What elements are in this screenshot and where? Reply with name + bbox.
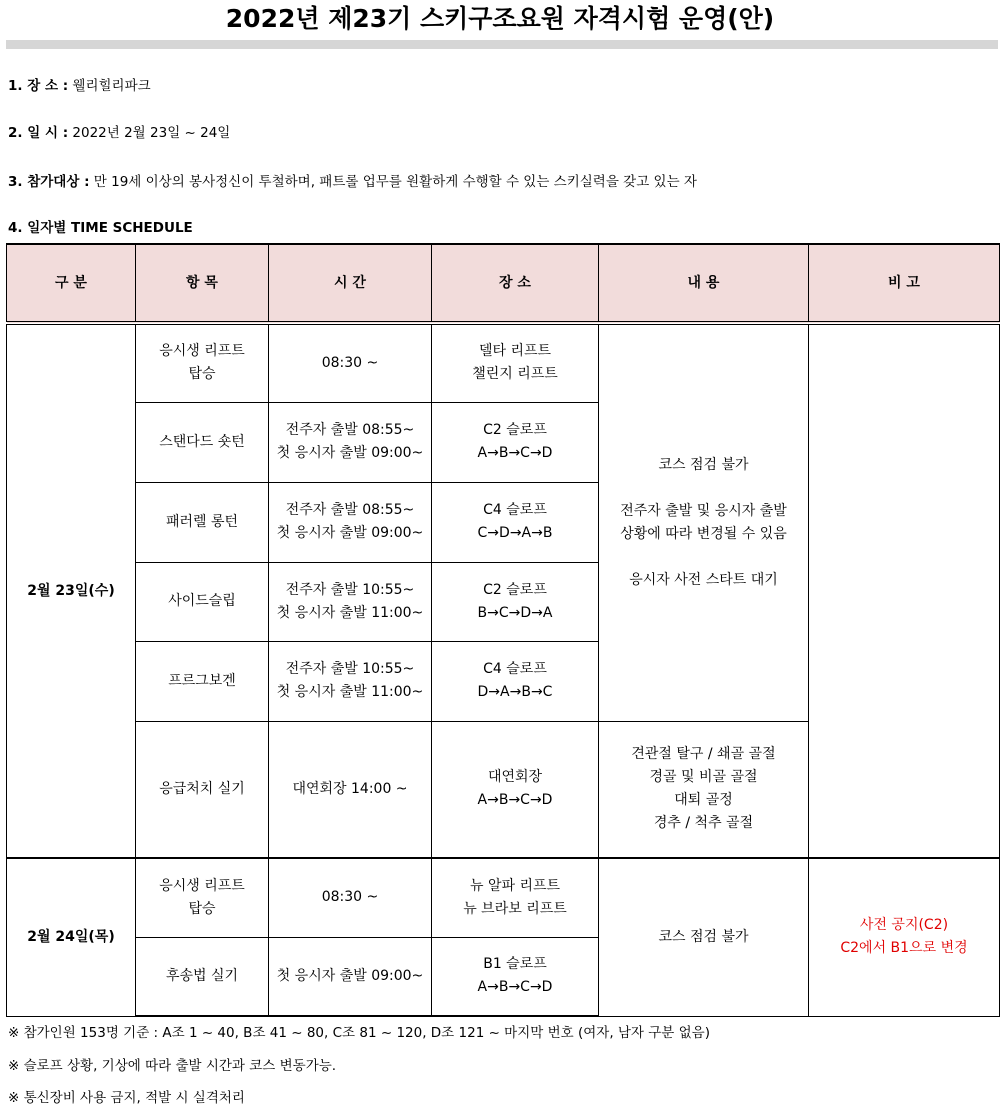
cell-line: C2에서 B1으로 변경 bbox=[840, 940, 968, 957]
cell-spacer bbox=[601, 477, 806, 500]
cell-line: C2 슬로프 bbox=[483, 581, 547, 598]
cell-line: 뉴 알파 리프트 bbox=[469, 877, 561, 894]
cell-line: A→B→C→D bbox=[477, 792, 553, 809]
cell-line: A→B→C→D bbox=[477, 445, 553, 461]
schedule-table bbox=[6, 243, 1000, 1017]
cell-line: 08:30 ~ bbox=[321, 354, 379, 371]
title-divider bbox=[6, 40, 998, 49]
place-cell bbox=[432, 562, 599, 641]
day-cell: 2월 24일(목) bbox=[7, 858, 136, 1016]
cell-spacer bbox=[601, 546, 806, 569]
place-cell bbox=[432, 323, 599, 402]
cell-line: 챌린지 리프트 bbox=[472, 366, 558, 383]
place-cell bbox=[432, 937, 599, 1016]
item-cell: 스탠다드 숏턴 bbox=[136, 402, 269, 482]
info-date bbox=[8, 124, 230, 142]
cell-line: 탑승 bbox=[188, 366, 216, 383]
cell-line: 첫 응시자 출발 09:00~ bbox=[276, 445, 424, 461]
section-heading: 4. 일자별 TIME SCHEDULE bbox=[8, 220, 193, 236]
time-cell: 첫 응시자 출발 09:00~ bbox=[269, 937, 432, 1016]
cell-line: 전주자 출발 및 응시자 출발 bbox=[620, 502, 787, 519]
cell-line: 코스 점검 불가 bbox=[658, 456, 749, 473]
time-cell bbox=[269, 402, 432, 482]
info-label: 3. 참가대상 : bbox=[8, 174, 90, 190]
header-remark: 비 고 bbox=[809, 244, 1000, 323]
header-content: 내 용 bbox=[599, 244, 809, 323]
cell-line: 대퇴 골정 bbox=[674, 792, 733, 809]
cell-line: 뉴 브라보 리프트 bbox=[463, 900, 567, 917]
time-cell bbox=[269, 323, 432, 402]
info-label: 2. 일 시 : bbox=[8, 125, 69, 141]
place-cell bbox=[432, 858, 599, 937]
info-eligibility bbox=[8, 173, 697, 191]
cell-line: 경골 및 비골 골절 bbox=[649, 769, 758, 786]
info-label: 1. 장 소 : bbox=[8, 78, 69, 94]
cell-line: 전주자 출발 10:55~ bbox=[285, 661, 415, 677]
place-cell bbox=[432, 721, 599, 858]
cell-line: 첫 응시자 출발 09:00~ bbox=[276, 525, 424, 541]
time-cell: 대연회장 14:00 ~ bbox=[269, 721, 432, 858]
info-value: 웰리힐리파크 bbox=[72, 78, 151, 94]
time-cell bbox=[269, 482, 432, 562]
item-cell: 사이드슬립 bbox=[136, 562, 269, 641]
header-time: 시 간 bbox=[269, 244, 432, 323]
cell-line: 응시생 리프트 bbox=[159, 343, 245, 360]
info-schedule-heading bbox=[8, 219, 193, 237]
place-cell bbox=[432, 402, 599, 482]
cell-line: 경추 / 척추 골절 bbox=[653, 815, 754, 832]
item-cell: 응급처치 실기 bbox=[136, 721, 269, 858]
day-cell: 2월 23일(수) bbox=[7, 323, 136, 858]
cell-line: 첫 응시자 출발 11:00~ bbox=[276, 684, 424, 700]
note-participants: ※ 참가인원 153명 기준 : A조 1 ~ 40, B조 41 ~ 80, C조 81 ~ 120, D조 121 ~ 마지막 번호 (여자, 남자 구분 없음) bbox=[8, 1025, 710, 1041]
cell-line: B→C→D→A bbox=[477, 604, 553, 621]
content-cell bbox=[599, 721, 809, 858]
cell-line: 응시생 리프트 bbox=[159, 877, 245, 894]
time-cell: 08:30 ~ bbox=[269, 858, 432, 937]
item-cell: 후송법 실기 bbox=[136, 937, 269, 1016]
cell-line: 탑승 bbox=[188, 900, 216, 917]
info-venue bbox=[8, 77, 151, 95]
item-cell bbox=[136, 858, 269, 937]
cell-line: C4 슬로프 bbox=[483, 661, 547, 677]
cell-line: 전주자 출발 08:55~ bbox=[285, 502, 415, 518]
cell-line: C→D→A→B bbox=[477, 525, 553, 541]
table-row bbox=[7, 323, 1000, 402]
remark-cell bbox=[809, 323, 1000, 858]
cell-line: 델타 리프트 bbox=[478, 343, 552, 360]
cell-line: 견관절 탈구 / 쇄골 골절 bbox=[631, 746, 776, 763]
time-cell bbox=[269, 641, 432, 721]
cell-line: 사전 공지(C2) bbox=[859, 917, 949, 934]
cell-line: 첫 응시자 출발 11:00~ bbox=[276, 604, 424, 621]
cell-line: 전주자 출발 10:55~ bbox=[285, 581, 415, 598]
item-cell: 프르그보겐 bbox=[136, 641, 269, 721]
info-value: 만 19세 이상의 봉사정신이 투철하며, 패트롤 업무를 원활하게 수행할 수 있는 스키실력을 갖고 있는 자 bbox=[93, 174, 697, 190]
note-slope-conditions: ※ 슬로프 상황, 기상에 따라 출발 시간과 코스 변동가능. bbox=[8, 1058, 337, 1074]
place-cell bbox=[432, 641, 599, 721]
cell-line: 전주자 출발 08:55~ bbox=[285, 422, 415, 438]
document-title: 2022년 제23기 스키구조요원 자격시험 운영(안) bbox=[225, 4, 775, 33]
table-header-row bbox=[7, 244, 1000, 323]
cell-line: C2 슬로프 bbox=[483, 422, 547, 438]
content-cell: 코스 점검 불가 bbox=[599, 858, 809, 1016]
remark-cell bbox=[809, 858, 1000, 1016]
header-place: 장 소 bbox=[432, 244, 599, 323]
item-cell bbox=[136, 323, 269, 402]
cell-line: 응시자 사전 스타트 대기 bbox=[629, 571, 778, 588]
note-communication-ban: ※ 통신장비 사용 금지, 적발 시 실격처리 bbox=[8, 1090, 245, 1106]
cell-line: B1 슬로프 bbox=[483, 956, 547, 973]
time-cell bbox=[269, 562, 432, 641]
cell-line: D→A→B→C bbox=[477, 684, 553, 700]
cell-line: C4 슬로프 bbox=[483, 502, 547, 518]
table-row bbox=[7, 858, 1000, 937]
cell-line: 상황에 따라 변경될 수 있음 bbox=[620, 525, 787, 542]
header-item: 항 목 bbox=[136, 244, 269, 323]
cell-line: 대연회장 bbox=[487, 769, 543, 786]
info-value: 2022년 2월 23일 ~ 24일 bbox=[72, 125, 231, 141]
header-category: 구 분 bbox=[7, 244, 136, 323]
cell-line: A→B→C→D bbox=[477, 979, 553, 996]
content-cell bbox=[599, 323, 809, 721]
item-cell: 패러렐 롱턴 bbox=[136, 482, 269, 562]
place-cell bbox=[432, 482, 599, 562]
